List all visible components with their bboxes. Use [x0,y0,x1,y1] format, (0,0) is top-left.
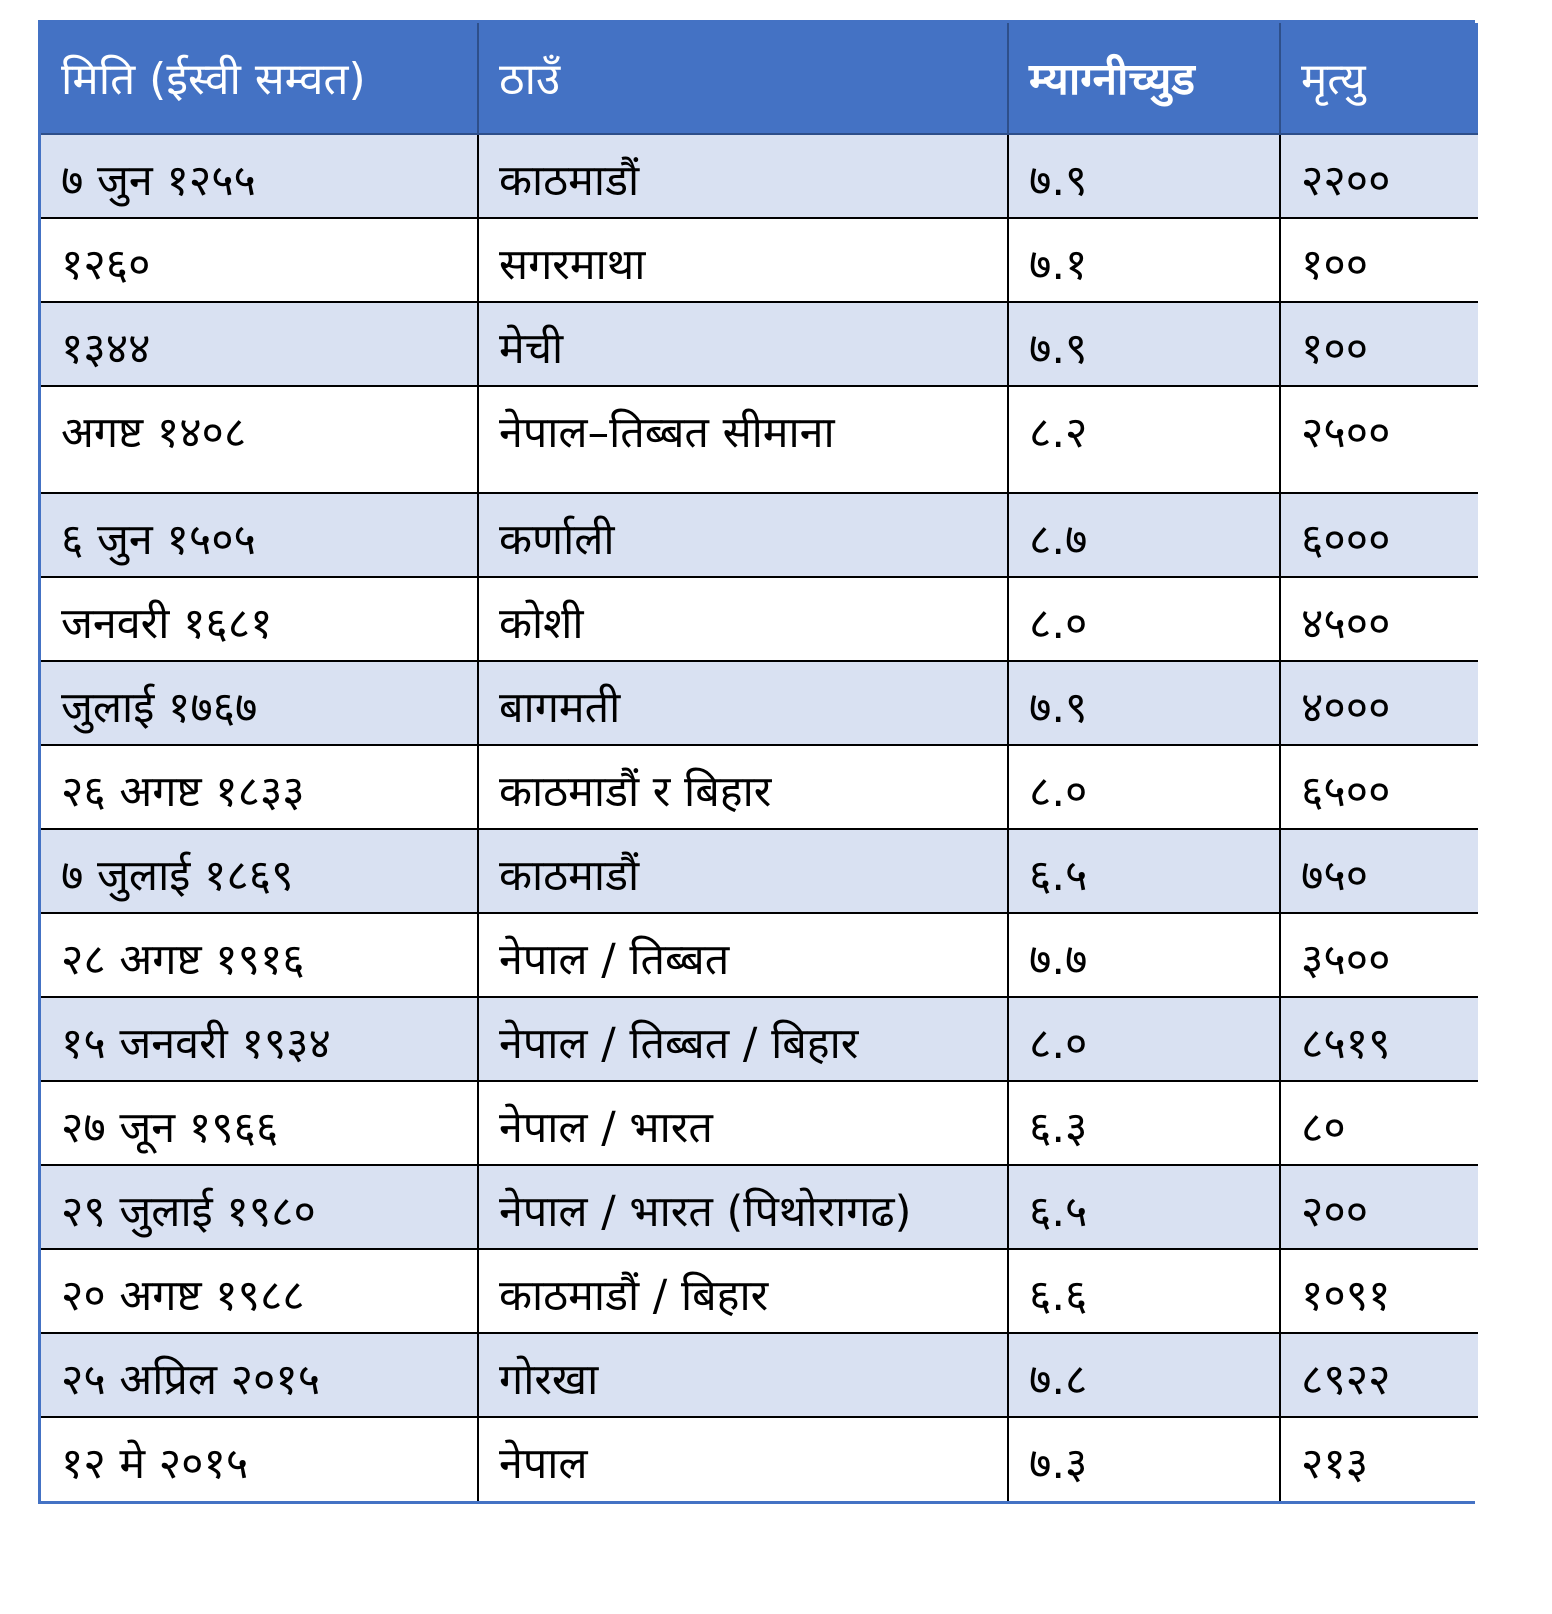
table-row [41,997,1478,1081]
cell-place: गोरखा [478,1333,1008,1417]
cell-magnitude: ७.९ [1008,661,1280,745]
table-body [41,134,1478,1501]
table-row [41,913,1478,997]
cell-magnitude: ८.० [1008,577,1280,661]
table-header [41,23,1478,134]
cell-place: नेपाल / भारत (पिथोरागढ) [478,1165,1008,1249]
cell-place: नेपाल / तिब्बत [478,913,1008,997]
cell-place: नेपाल / तिब्बत / बिहार [478,997,1008,1081]
cell-magnitude: ८.२ [1008,386,1280,493]
table-row [41,1249,1478,1333]
cell-date: २७ जून १९६६ [41,1081,478,1165]
table-row [41,134,1478,218]
cell-date: २० अगष्ट १९८८ [41,1249,478,1333]
cell-deaths: ६५०० [1280,745,1478,829]
cell-deaths: २५०० [1280,386,1478,493]
cell-date: १२ मे २०१५ [41,1417,478,1501]
earthquake-table-container [38,20,1475,1504]
cell-magnitude: ६.६ [1008,1249,1280,1333]
cell-magnitude: ७.८ [1008,1333,1280,1417]
cell-place: काठमाडौं / बिहार [478,1249,1008,1333]
cell-deaths: २०० [1280,1165,1478,1249]
cell-magnitude: ७.७ [1008,913,1280,997]
cell-date: १५ जनवरी १९३४ [41,997,478,1081]
cell-magnitude: ६.५ [1008,1165,1280,1249]
cell-magnitude: ६.३ [1008,1081,1280,1165]
table-row [41,829,1478,913]
header-magnitude: म्याग्नीच्युड [1008,23,1280,134]
table-row [41,302,1478,386]
cell-deaths: १०९१ [1280,1249,1478,1333]
cell-deaths: १०० [1280,302,1478,386]
cell-deaths: २२०० [1280,134,1478,218]
cell-date: १२६० [41,218,478,302]
table-row [41,1333,1478,1417]
cell-deaths: ७५० [1280,829,1478,913]
cell-deaths: ८९२२ [1280,1333,1478,1417]
table-row [41,386,1478,493]
cell-date: जुलाई १७६७ [41,661,478,745]
cell-date: ७ जुन १२५५ [41,134,478,218]
cell-magnitude: ७.९ [1008,134,1280,218]
table-row [41,1081,1478,1165]
cell-magnitude: ७.१ [1008,218,1280,302]
cell-magnitude: ८.० [1008,997,1280,1081]
cell-place: काठमाडौं [478,134,1008,218]
table-row [41,493,1478,577]
header-row [41,23,1478,134]
earthquake-table [41,23,1478,1501]
cell-date: २९ जुलाई १९८० [41,1165,478,1249]
cell-deaths: ८५१९ [1280,997,1478,1081]
cell-magnitude: ८.० [1008,745,1280,829]
cell-place: नेपाल / भारत [478,1081,1008,1165]
cell-date: अगष्ट १४०८ [41,386,478,493]
table-row [41,218,1478,302]
header-place: ठाउँ [478,23,1008,134]
header-deaths: मृत्यु [1280,23,1478,134]
cell-place: कोशी [478,577,1008,661]
cell-date: ६ जुन १५०५ [41,493,478,577]
cell-date: २६ अगष्ट १८३३ [41,745,478,829]
cell-place: कर्णाली [478,493,1008,577]
cell-magnitude: ७.३ [1008,1417,1280,1501]
table-row [41,577,1478,661]
cell-place: काठमाडौं र बिहार [478,745,1008,829]
cell-deaths: ६००० [1280,493,1478,577]
cell-deaths: ४००० [1280,661,1478,745]
cell-place: काठमाडौं [478,829,1008,913]
table-row [41,1417,1478,1501]
cell-date: २५ अप्रिल २०१५ [41,1333,478,1417]
cell-deaths: ३५०० [1280,913,1478,997]
cell-magnitude: ७.९ [1008,302,1280,386]
cell-date: जनवरी १६८१ [41,577,478,661]
cell-place: मेची [478,302,1008,386]
cell-magnitude: ६.५ [1008,829,1280,913]
cell-deaths: १०० [1280,218,1478,302]
cell-deaths: २१३ [1280,1417,1478,1501]
table-row [41,661,1478,745]
cell-place: सगरमाथा [478,218,1008,302]
cell-deaths: ४५०० [1280,577,1478,661]
cell-place: नेपाल [478,1417,1008,1501]
cell-place: नेपाल–तिब्बत सीमाना [478,386,1008,493]
table-row [41,1165,1478,1249]
cell-deaths: ८० [1280,1081,1478,1165]
table-row [41,745,1478,829]
cell-date: ७ जुलाई १८६९ [41,829,478,913]
cell-date: १३४४ [41,302,478,386]
cell-date: २८ अगष्ट १९१६ [41,913,478,997]
cell-place: बागमती [478,661,1008,745]
header-date: मिति (ईस्वी सम्वत) [41,23,478,134]
cell-magnitude: ८.७ [1008,493,1280,577]
